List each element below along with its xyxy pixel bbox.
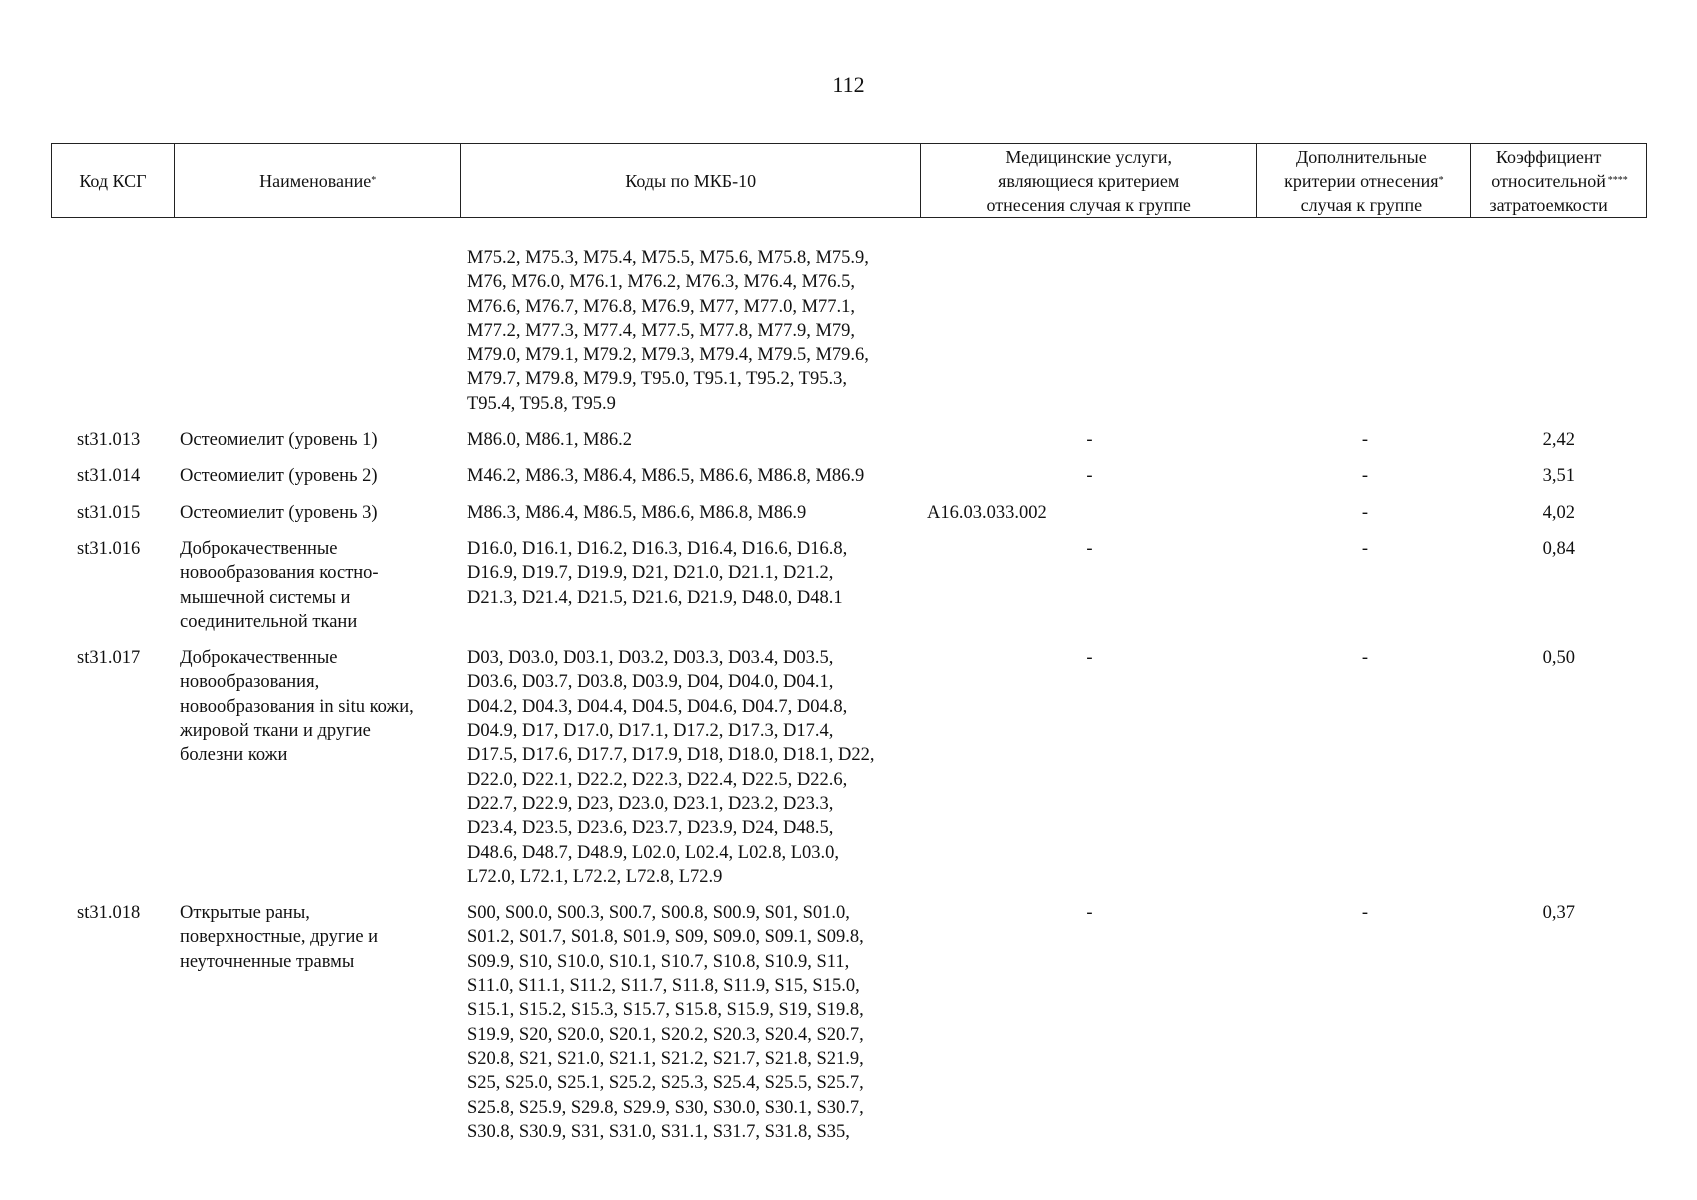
cell-name: Остеомиелит (уровень 1) — [180, 430, 378, 451]
cell-code: st31.015 — [77, 502, 141, 523]
cell-mkb: M75.2, M75.3, M75.4, M75.5, M75.6, M75.8, M75.9, M76, M76.0, M76.1, M76.2, M76.3, M76.4, M76.5, M76.6, M76.7, M76.8, M76.9, M77, M77.0, M77.1, M77.2, M77.3, M77.4, M77.5, M77.8, M77.9, M79, M79.0, M79.1, M79.2, M79.3, M79.4, M79.5, M79.6, M79.7, M79.8, M79.9, T95.0, T95.1, T95.2, T95.3, T95.4, T95.8, T95.9 — [467, 248, 869, 414]
cell-coef — [1472, 246, 1647, 416]
cell-name: Доброкачественные новообразования, новообразования in situ кожи, жировой ткани и другие болезни кожи — [180, 648, 414, 766]
table-row — [51, 464, 1647, 488]
header-coef: Коэффициент относительной затратоемкости **** — [1489, 146, 1628, 215]
page-number: 112 — [832, 72, 865, 97]
table-row — [51, 646, 1647, 889]
table-row — [51, 501, 1647, 525]
cell-extra: - — [1361, 903, 1369, 924]
table-row — [51, 428, 1647, 452]
table-row — [51, 537, 1647, 634]
cell-name: Открытые раны, поверхностные, другие и неуточненные травмы — [180, 903, 379, 972]
cell-mkb: M86.0, M86.1, M86.2 — [467, 430, 632, 451]
header-code — [52, 144, 175, 217]
cell-services: - — [1086, 648, 1093, 669]
cell-coef: 0,84 — [1542, 538, 1575, 559]
cell-mkb: M86.3, M86.4, M86.5, M86.6, M86.8, M86.9 — [467, 502, 807, 523]
header-name: Наименование * — [175, 144, 462, 217]
header-services-label: Медицинские услуги, являющиеся критерием отнесения случая к группе — [986, 146, 1191, 215]
cell-code: st31.017 — [77, 648, 141, 669]
cell-coef: 4,02 — [1542, 502, 1575, 523]
cell-extra: - — [1361, 648, 1369, 669]
cell-services: A16.03.033.002 — [927, 502, 1047, 523]
header-name-label: Наименование — [259, 170, 372, 191]
cell-coef: 0,37 — [1542, 903, 1575, 924]
cell-code — [51, 246, 174, 416]
cell-code: st31.014 — [77, 466, 141, 487]
cell-services: - — [1086, 430, 1093, 451]
cell-extra — [1258, 246, 1472, 416]
cell-services — [921, 246, 1258, 416]
header-mkb-label: Коды по МКБ-10 — [625, 170, 757, 191]
table-row — [51, 901, 1647, 1144]
cell-name: Остеомиелит (уровень 2) — [180, 466, 378, 487]
cell-extra: - — [1361, 502, 1369, 523]
cell-coef: 2,42 — [1542, 430, 1575, 451]
header-mkb — [461, 144, 920, 217]
cell-extra: - — [1361, 538, 1369, 559]
cell-name — [174, 246, 461, 416]
header-coef-label: Коэффициент относительной затратоемкости — [1489, 146, 1608, 215]
cell-name: Доброкачественные новообразования костно- мышечной системы и соединительной ткани — [180, 538, 379, 632]
cell-extra: - — [1361, 430, 1369, 451]
cell-code: st31.013 — [77, 430, 141, 451]
header-code-label: Код КСГ — [79, 170, 147, 191]
cell-services: - — [1086, 903, 1093, 924]
cell-services: - — [1086, 538, 1093, 559]
cell-coef: 3,51 — [1542, 466, 1575, 487]
cell-mkb: S00, S00.0, S00.3, S00.7, S00.8, S00.9, S01, S01.0, S01.2, S01.7, S01.8, S01.9, S09, S09.0, S09.1, S09.8, S09.9, S10, S10.0, S10.1, S10.7, S10.8, S10.9, S11, S11.0, S11.1, S11.2, S11.7, S11.8, S11.9, S15, S15.0, S15.1, S15.2, S15.3, S15.7, S15.8, S15.9, S19, S19.8, S19.9, S20, S20.0, S20.1, S20.2, S20.3, S20.4, S20.7, S20.8, S21, S21.0, S21.1, S21.2, S21.7, S21.8, S21.9, S25, S25.0, S25.1, S25.2, S25.3, S25.4, S25.5, S25.7, S25.8, S25.9, S29.8, S29.9, S30, S30.0, S30.1, S30.7, S30.8, S30.9, S31, S31.0, S31.1, S31.7, S31.8, S35, — [467, 903, 864, 1142]
header-extra-label: Дополнительные критерии отнесения случая к группе — [1284, 146, 1439, 215]
cell-mkb: M46.2, M86.3, M86.4, M86.5, M86.6, M86.8, M86.9 — [467, 466, 865, 487]
table-row — [51, 246, 1647, 416]
cell-mkb: D03, D03.0, D03.1, D03.2, D03.3, D03.4, D03.5, D03.6, D03.7, D03.8, D03.9, D04, D04.0, D04.1, D04.2, D04.3, D04.4, D04.5, D04.6, D04.7, D04.8, D04.9, D17, D17.0, D17.1, D17.2, D17.3, D17.4, D17.5, D17.6, D17.7, D17.9, D18, D18.0, D18.1, D22, D22.0, D22.1, D22.2, D22.3, D22.4, D22.5, D22.6, D22.7, D22.9, D23, D23.0, D23.1, D23.2, D23.3, D23.4, D23.5, D23.6, D23.7, D23.9, D24, D48.5, D48.6, D48.7, D48.9, L02.0, L02.4, L02.8, L03.0, L72.0, L72.1, L72.2, L72.8, L72.9 — [467, 648, 875, 887]
table-body — [51, 246, 1647, 1156]
cell-extra: - — [1361, 466, 1369, 487]
cell-mkb: D16.0, D16.1, D16.2, D16.3, D16.4, D16.6, D16.8, D16.9, D19.7, D19.9, D21, D21.0, D21.1, D21.2, D21.3, D21.4, D21.5, D21.6, D21.9, D48.0, D48.1 — [467, 538, 848, 608]
header-services — [921, 144, 1258, 217]
cell-code: st31.018 — [77, 903, 141, 924]
cell-services: - — [1086, 466, 1093, 487]
cell-code: st31.016 — [77, 538, 141, 559]
table-header — [51, 143, 1647, 218]
header-extra: Дополнительные критерии отнесения случая к группе * — [1257, 144, 1471, 217]
cell-coef: 0,50 — [1542, 648, 1575, 669]
cell-name: Остеомиелит (уровень 3) — [180, 502, 378, 523]
